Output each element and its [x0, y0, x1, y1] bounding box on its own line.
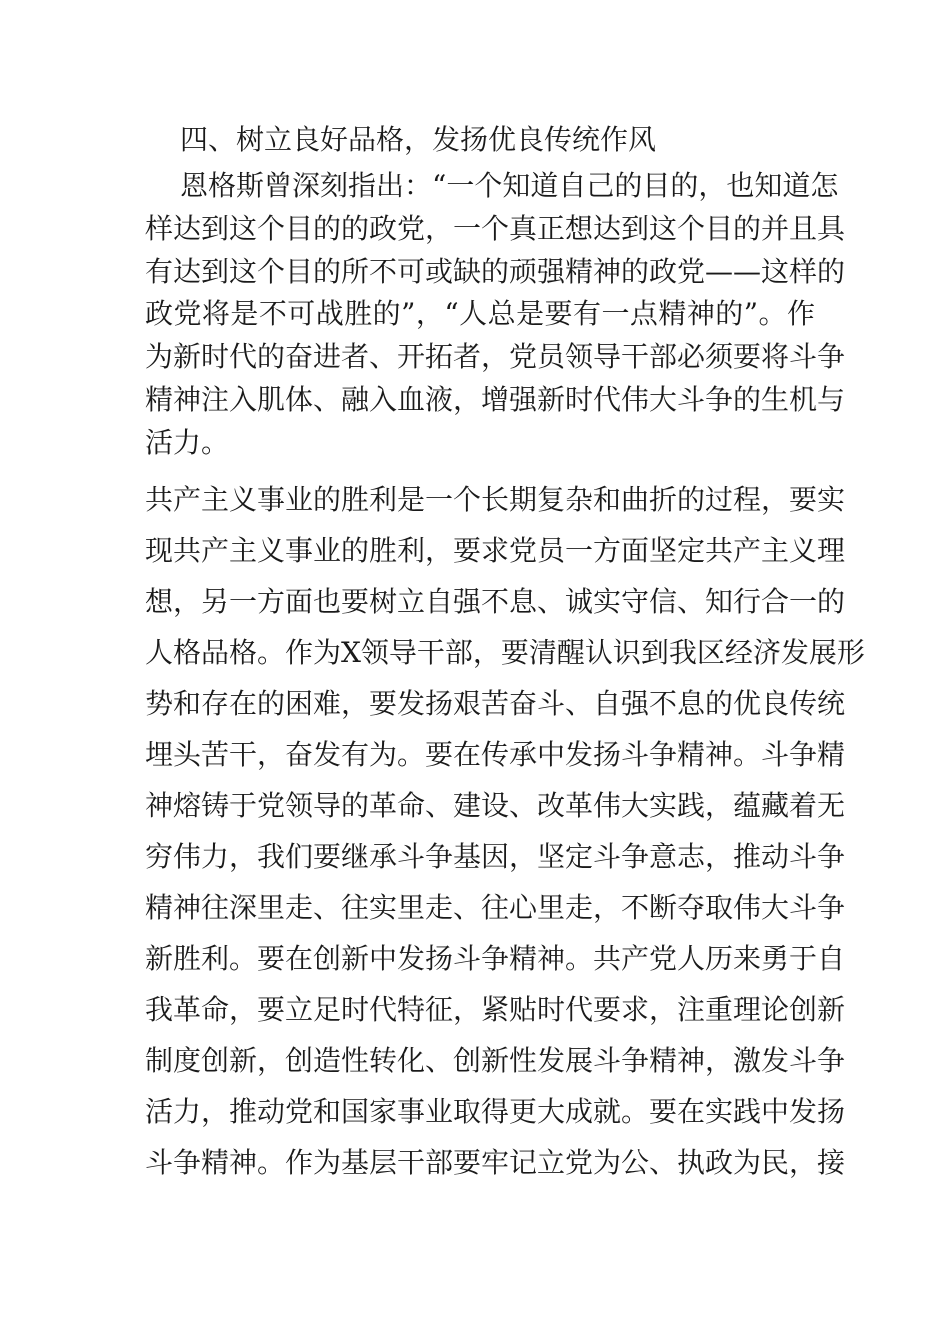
paragraph-line: 现共产主义事业的胜利，要求党员一方面坚定共产主义理: [145, 534, 846, 567]
paragraph-line: 活力。: [145, 426, 230, 459]
paragraph-line: 穷伟力，我们要继承斗争基因，坚定斗争意志，推动斗争: [145, 840, 846, 873]
paragraph-line: 政党将是不可战胜的”，“人总是要有一点精神的”。作: [145, 297, 815, 330]
paragraph-line: 精神往深里走、往实里走、往心里走，不断夺取伟大斗争: [145, 891, 846, 924]
paragraph-line: 制度创新，创造性转化、创新性发展斗争精神，激发斗争: [145, 1044, 846, 1077]
paragraph-line: 恩格斯曾深刻指出：“一个知道自己的目的，也知道怎: [180, 169, 839, 202]
paragraph-line: 我革命，要立足时代特征，紧贴时代要求，注重理论创新: [145, 993, 846, 1026]
paragraph-line: 想，另一方面也要树立自强不息、诚实守信、知行合一的: [145, 585, 846, 618]
section-heading: 四、树立良好品格，发扬优良传统作风: [180, 123, 657, 156]
paragraph-line: 为新时代的奋进者、开拓者，党员领导干部必须要将斗争: [145, 340, 846, 373]
paragraph-line: 样达到这个目的的政党，一个真正想达到这个目的并且具: [145, 212, 846, 245]
paragraph-line: 新胜利。要在创新中发扬斗争精神。共产党人历来勇于自: [145, 942, 846, 975]
paragraph-line: 精神注入肌体、融入血液，增强新时代伟大斗争的生机与: [145, 383, 846, 416]
paragraph-line: 有达到这个目的所不可或缺的顽强精神的政党——这样的: [145, 255, 846, 288]
paragraph-line: 势和存在的困难，要发扬艰苦奋斗、自强不息的优良传统: [145, 687, 846, 720]
paragraph-line: 埋头苦干，奋发有为。要在传承中发扬斗争精神。斗争精: [145, 738, 846, 771]
paragraph-line: 斗争精神。作为基层干部要牢记立党为公、执政为民，接: [145, 1146, 846, 1179]
paragraph-line: 人格品格。作为X领导干部，要清醒认识到我区经济发展形: [145, 636, 865, 669]
paragraph-line: 神熔铸于党领导的革命、建设、改革伟大实践，蕴藏着无: [145, 789, 846, 822]
paragraph-line: 活力，推动党和国家事业取得更大成就。要在实践中发扬: [145, 1095, 846, 1128]
paragraph-line: 共产主义事业的胜利是一个长期复杂和曲折的过程，要实: [145, 483, 846, 516]
